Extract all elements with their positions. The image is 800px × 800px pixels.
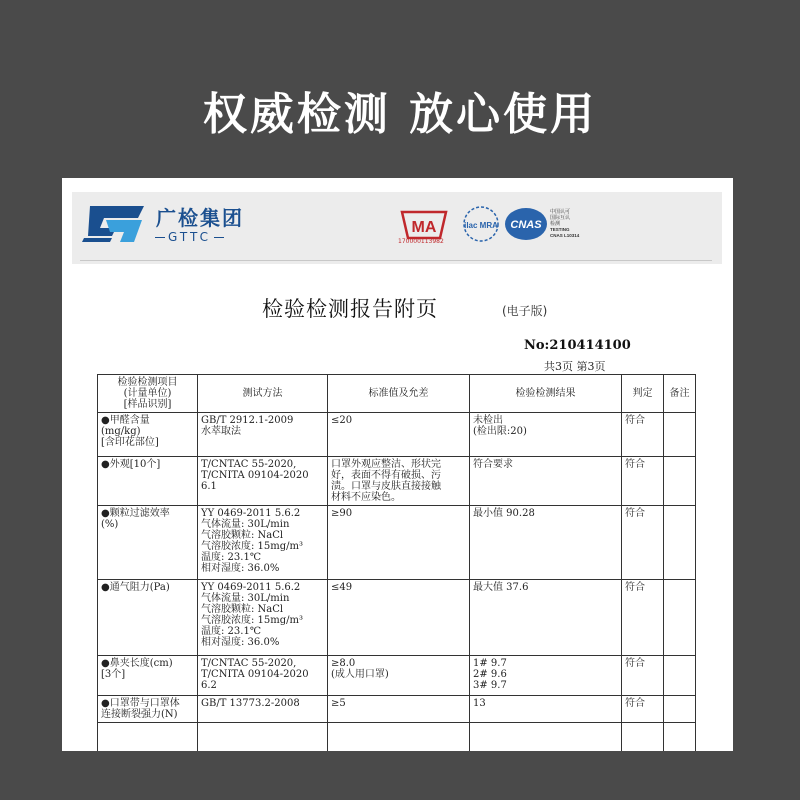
cell-method-line: 相对湿度: 36.0% bbox=[201, 563, 280, 574]
cnas-line-4: TESTING bbox=[550, 227, 570, 232]
cell-item bbox=[98, 506, 198, 580]
cell-item-line: ●颗粒过滤效率 bbox=[101, 508, 170, 519]
cell-standard-line: 口罩外观应整洁、形状完 bbox=[331, 459, 441, 470]
cell-method-line: T/CNTAC 55-2020, bbox=[201, 459, 297, 470]
cell-result-line: 13 bbox=[473, 698, 486, 709]
cnas-line-1: 中国认可 bbox=[550, 209, 571, 215]
banner-title: 权威检测 放心使用 bbox=[202, 89, 598, 140]
header-item-line: [样品识别] bbox=[123, 399, 172, 410]
cma-code: 170000113982 bbox=[398, 238, 444, 245]
table-row bbox=[98, 696, 696, 723]
cell-result-line: (检出限:20) bbox=[473, 426, 527, 437]
cell-standard-line: 材料不应染色。 bbox=[331, 492, 401, 503]
cell-method-line: T/CNITA 09104-2020 bbox=[201, 669, 309, 680]
cell-judgement: 符合 bbox=[622, 413, 664, 457]
cell-method-line: T/CNITA 09104-2020 bbox=[201, 470, 309, 481]
cell-judgement: 符合 bbox=[622, 656, 664, 696]
cell-item bbox=[98, 457, 198, 506]
cell-standard bbox=[328, 696, 470, 723]
cell-result bbox=[470, 506, 622, 580]
cell-item-line: [3个] bbox=[101, 669, 126, 680]
report-number: No:210414100 bbox=[524, 338, 631, 353]
table-row bbox=[98, 580, 696, 656]
cell-method-line: GB/T 2912.1-2009 bbox=[201, 415, 294, 426]
cell-standard bbox=[328, 506, 470, 580]
cell-result-line: 3# 9.7 bbox=[473, 680, 507, 691]
cell-method-line: 气溶胶浓度: 15mg/m³ bbox=[201, 615, 304, 626]
cell-result-line: 最大值 37.6 bbox=[473, 582, 529, 593]
header-item bbox=[98, 375, 198, 413]
table-row bbox=[98, 656, 696, 696]
cell-method bbox=[198, 696, 328, 723]
cell-method-line: 气溶胶浓度: 15mg/m³ bbox=[201, 541, 304, 552]
cell-method-line: 6.2 bbox=[201, 680, 217, 691]
cell-item-line: 连接断裂强力(N) bbox=[101, 709, 178, 720]
cell-item-line: (mg/kg) bbox=[101, 426, 141, 437]
cell-method bbox=[198, 413, 328, 457]
results-table bbox=[97, 374, 696, 751]
empty-cell bbox=[622, 723, 664, 752]
cell-result-line: 最小值 90.28 bbox=[473, 508, 535, 519]
cell-item bbox=[98, 413, 198, 457]
cell-method-line: 气溶胶颗粒: NaCl bbox=[201, 604, 284, 615]
cell-result bbox=[470, 580, 622, 656]
cell-judgement: 符合 bbox=[622, 457, 664, 506]
cell-method-line: 温度: 23.1℃ bbox=[201, 552, 261, 563]
table-row bbox=[98, 413, 696, 457]
cnas-line-2: 国际互认 bbox=[550, 215, 571, 221]
cell-item bbox=[98, 656, 198, 696]
cell-item-line: ●鼻夹长度(cm) bbox=[101, 658, 173, 669]
header-remarks: 备注 bbox=[664, 375, 696, 413]
cnas-logo-icon bbox=[504, 204, 604, 244]
empty-cell bbox=[664, 723, 696, 752]
cell-method-line: 气体流量: 30L/min bbox=[201, 593, 290, 604]
cell-method-line: 温度: 23.1℃ bbox=[201, 626, 261, 637]
table-row bbox=[98, 457, 696, 506]
cell-method bbox=[198, 506, 328, 580]
cell-method-line: 气溶胶颗粒: NaCl bbox=[201, 530, 284, 541]
cell-standard-line: ≥90 bbox=[331, 508, 353, 519]
cell-remarks bbox=[664, 656, 696, 696]
cell-result-line: 符合要求 bbox=[473, 459, 513, 470]
header-item-line: 检验检测项目 bbox=[117, 377, 178, 388]
cell-remarks bbox=[664, 580, 696, 656]
header-item-line: (计量单位) bbox=[123, 388, 172, 399]
page-count: 共3页 第3页 bbox=[544, 360, 606, 373]
cell-item-line: ●通气阻力(Pa) bbox=[101, 582, 170, 593]
table-row bbox=[98, 506, 696, 580]
ilac-mark: ilac MRA bbox=[464, 221, 498, 230]
cell-result bbox=[470, 413, 622, 457]
company-name: 广检集团 bbox=[156, 206, 244, 230]
header-result: 检验检测结果 bbox=[470, 375, 622, 413]
cell-remarks bbox=[664, 457, 696, 506]
cell-standard-line: ≤49 bbox=[331, 582, 353, 593]
cell-method-line: 相对湿度: 36.0% bbox=[201, 637, 280, 648]
letterhead-divider bbox=[80, 260, 712, 261]
cell-method-line: YY 0469-2011 5.6.2 bbox=[201, 582, 301, 593]
document-edition: (电子版) bbox=[502, 304, 548, 318]
cell-result-line: 未检出 bbox=[473, 415, 503, 426]
cell-item-line: ●甲醛含量 bbox=[101, 415, 150, 426]
table-header-row bbox=[98, 375, 696, 413]
cell-result-line: 1# 9.7 bbox=[473, 658, 507, 669]
cell-standard-line: ≤20 bbox=[331, 415, 353, 426]
cell-method-line: YY 0469-2011 5.6.2 bbox=[201, 508, 301, 519]
cnas-line-3: 检测 bbox=[550, 221, 561, 227]
cell-method-line: GB/T 13773.2-2008 bbox=[201, 698, 300, 709]
cell-item bbox=[98, 696, 198, 723]
empty-cell bbox=[98, 723, 198, 752]
header-standard: 标准值及允差 bbox=[328, 375, 470, 413]
cell-standard bbox=[328, 457, 470, 506]
cell-method-line: 气体流量: 30L/min bbox=[201, 519, 290, 530]
cell-remarks bbox=[664, 696, 696, 723]
cell-result bbox=[470, 696, 622, 723]
document-title: 检验检测报告附页 bbox=[262, 297, 438, 321]
cell-method bbox=[198, 457, 328, 506]
report-page bbox=[62, 178, 733, 751]
company-abbr: GTTC bbox=[152, 230, 227, 244]
cell-standard bbox=[328, 580, 470, 656]
cell-judgement: 符合 bbox=[622, 580, 664, 656]
gttc-logo-icon bbox=[82, 204, 146, 244]
cell-result-line: 2# 9.6 bbox=[473, 669, 507, 680]
empty-cell bbox=[328, 723, 470, 752]
cnas-mark: CNAS bbox=[510, 219, 542, 231]
cell-method-line: T/CNTAC 55-2020, bbox=[201, 658, 297, 669]
cell-standard-line: (成人用口罩) bbox=[331, 669, 389, 680]
cell-item-line: (%) bbox=[101, 519, 119, 530]
cell-item-line: ●口罩带与口罩体 bbox=[101, 698, 180, 709]
cell-method bbox=[198, 656, 328, 696]
empty-cell bbox=[470, 723, 622, 752]
cell-result bbox=[470, 656, 622, 696]
ilac-mra-logo-icon bbox=[460, 204, 502, 244]
cnas-line-5: CNAS L10314 bbox=[550, 233, 580, 238]
cell-standard bbox=[328, 656, 470, 696]
header-method: 测试方法 bbox=[198, 375, 328, 413]
cell-standard-line: 好，表面不得有破损、污 bbox=[331, 470, 441, 481]
cell-judgement: 符合 bbox=[622, 506, 664, 580]
cell-judgement: 符合 bbox=[622, 696, 664, 723]
cell-standard-line: ≥8.0 bbox=[331, 658, 356, 669]
table-row-empty bbox=[98, 723, 696, 752]
cell-method-line: 6.1 bbox=[201, 481, 217, 492]
cell-remarks bbox=[664, 506, 696, 580]
cell-result bbox=[470, 457, 622, 506]
cell-method bbox=[198, 580, 328, 656]
cell-item bbox=[98, 580, 198, 656]
cell-remarks bbox=[664, 413, 696, 457]
cma-mark: MA bbox=[411, 219, 437, 236]
empty-cell bbox=[198, 723, 328, 752]
cell-standard bbox=[328, 413, 470, 457]
cell-item-line: ●外观[10个] bbox=[101, 459, 161, 470]
header-judgement: 判定 bbox=[622, 375, 664, 413]
cell-standard-line: 渍。口罩与皮肤直接接触 bbox=[331, 481, 441, 492]
cell-item-line: [含印花部位] bbox=[101, 437, 159, 448]
cell-method-line: 水萃取法 bbox=[201, 426, 241, 437]
cell-standard-line: ≥5 bbox=[331, 698, 346, 709]
